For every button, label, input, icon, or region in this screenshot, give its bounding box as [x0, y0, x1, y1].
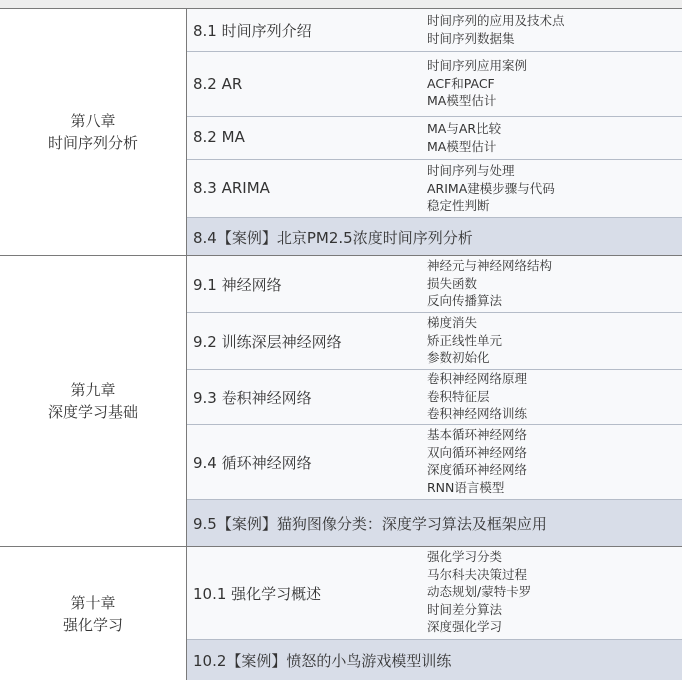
chapter-8-row: [0, 9, 682, 256]
subtopic-list: [427, 162, 555, 215]
subtopic-item: MA模型估计: [427, 93, 497, 108]
section-title: 9.4 循环神经网络: [193, 454, 312, 472]
subtopic-item: 反向传播算法: [427, 293, 503, 308]
section-title: 8.3 ARIMA: [193, 179, 270, 197]
chapter-10-number: 第十章: [70, 593, 116, 612]
case-10-2: [187, 640, 682, 680]
subtopic-item: 卷积特征层: [427, 388, 490, 404]
section-8-1: [187, 9, 682, 52]
subtopic-item: ACF和PACF: [427, 75, 495, 91]
subtopic-list: [427, 314, 502, 367]
section-8-2-ar: [187, 52, 682, 117]
chapter-8-label: [0, 9, 187, 255]
case-8-4: [187, 218, 682, 255]
table-top-border: [0, 0, 682, 9]
chapter-8-number: 第八章: [70, 112, 116, 130]
subtopic-item: MA与AR比较: [427, 121, 502, 136]
section-10-1: [187, 547, 682, 640]
subtopic-item: 稳定性判断: [427, 198, 490, 213]
subtopic-item: ARIMA建模步骤与代码: [427, 180, 555, 196]
case-title: 9.5【案例】猫狗图像分类：深度学习算法及框架应用: [193, 515, 547, 533]
section-9-2: [187, 313, 682, 370]
case-title: 10.2【案例】愤怒的小鸟游戏模型训练: [193, 652, 452, 670]
subtopic-item: 基本循环神经网络: [427, 427, 528, 442]
chapter-9-title: 深度学习基础: [47, 403, 138, 421]
subtopic-item: RNN语言模型: [427, 479, 505, 495]
subtopic-item: 深度循环神经网络: [427, 462, 528, 477]
subtopic-item: 时间序列数据集: [427, 30, 515, 46]
subtopic-item: 马尔科夫决策过程: [427, 566, 528, 582]
section-9-1: [187, 256, 682, 313]
subtopic-item: 卷积神经网络训练: [427, 406, 528, 421]
section-title: 8.2 MA: [193, 128, 245, 146]
chapter-9-number: 第九章: [70, 381, 116, 399]
section-8-2-ma: [187, 117, 682, 160]
chapter-10-title: 强化学习: [62, 615, 123, 634]
case-title: 8.4【案例】北京PM2.5浓度时间序列分析: [193, 229, 473, 247]
section-9-3: [187, 370, 682, 425]
chapter-10-row: [0, 547, 682, 680]
subtopic-item: 时间差分算法: [427, 601, 503, 617]
subtopic-list: [427, 370, 527, 423]
subtopic-item: 时间序列与处理: [427, 163, 515, 178]
subtopic-list: [427, 12, 565, 47]
chapter-8-sections: [187, 9, 682, 255]
subtopic-item: 动态规划/蒙特卡罗: [427, 584, 532, 599]
subtopic-item: 时间序列的应用及技术点: [427, 13, 565, 28]
chapter-8-title: 时间序列分析: [47, 134, 138, 152]
chapter-9-row: [0, 256, 682, 547]
subtopic-list: [427, 257, 552, 310]
subtopic-item: 损失函数: [427, 275, 478, 291]
subtopic-list: [427, 120, 501, 155]
chapter-9-sections: [187, 256, 682, 546]
subtopic-item: 双向循环神经网络: [427, 444, 528, 460]
section-9-4: [187, 425, 682, 500]
subtopic-item: 神经元与神经网络结构: [427, 258, 553, 273]
chapter-10-label: [0, 547, 187, 680]
section-title: 9.2 训练深层神经网络: [193, 333, 342, 351]
subtopic-item: 梯度消失: [427, 315, 478, 330]
subtopic-item: 卷积神经网络原理: [427, 371, 528, 386]
case-9-5: [187, 500, 682, 546]
subtopic-item: 参数初始化: [427, 350, 490, 365]
subtopic-item: 时间序列应用案例: [427, 58, 528, 73]
subtopic-item: 深度强化学习: [427, 619, 503, 634]
subtopic-list: [427, 426, 527, 496]
subtopic-list: [427, 548, 531, 636]
subtopic-item: 强化学习分类: [427, 549, 503, 564]
section-8-3: [187, 160, 682, 218]
section-title: 10.1 强化学习概述: [193, 585, 322, 603]
subtopic-item: MA模型估计: [427, 138, 497, 154]
section-title: 9.1 神经网络: [193, 276, 282, 294]
subtopic-list: [427, 57, 527, 110]
section-title: 8.1 时间序列介绍: [193, 22, 312, 40]
chapter-9-label: [0, 256, 187, 546]
chapter-10-sections: [187, 547, 682, 680]
section-title: 8.2 AR: [193, 75, 243, 93]
subtopic-item: 矫正线性单元: [427, 332, 503, 348]
section-title: 9.3 卷积神经网络: [193, 389, 312, 407]
